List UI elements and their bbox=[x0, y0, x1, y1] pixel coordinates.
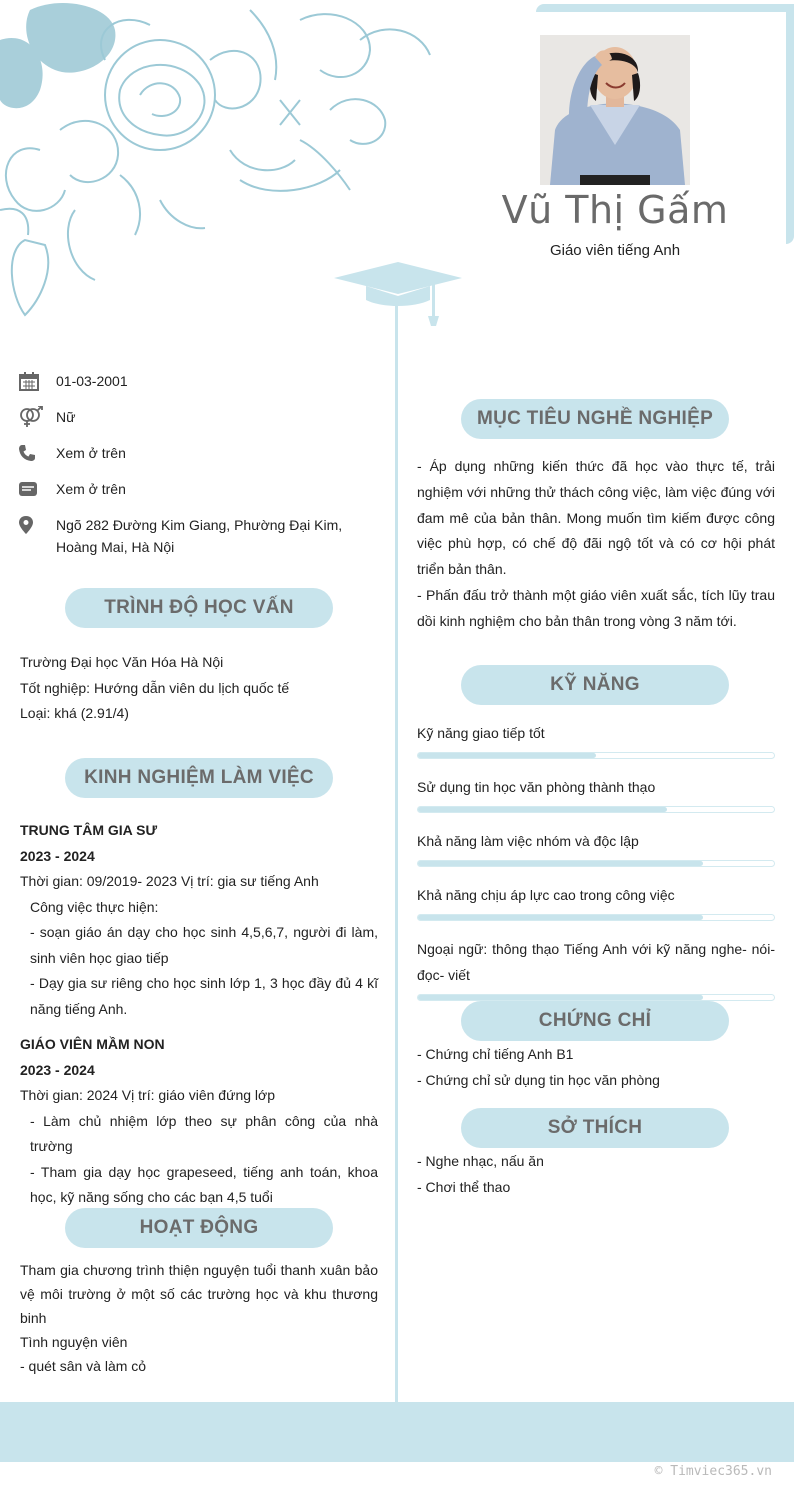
activities-heading: HOẠT ĐỘNG bbox=[65, 1208, 333, 1248]
skill-item bbox=[417, 774, 775, 813]
certificates-heading: CHỨNG CHỈ bbox=[461, 1001, 729, 1041]
experience-heading: KINH NGHIỆM LÀM VIỆC bbox=[65, 758, 333, 798]
experience-section bbox=[20, 818, 378, 1211]
skill-bar bbox=[417, 914, 775, 921]
job-entry bbox=[20, 1032, 378, 1211]
skill-bar bbox=[417, 994, 775, 1001]
job-company: TRUNG TÂM GIA SƯ bbox=[20, 822, 158, 838]
skill-bar-fill bbox=[418, 915, 703, 920]
skill-label: Khả năng làm việc nhóm và độc lập bbox=[417, 833, 639, 849]
candidate-name: Vũ Thị Gấm bbox=[501, 188, 729, 232]
address-line-1: Ngõ 282 Đường Kim Giang, Phường Đại Kim, bbox=[56, 517, 343, 533]
skill-bar bbox=[417, 860, 775, 867]
education-section bbox=[20, 650, 378, 727]
footer-credit: © Timviec365.vn bbox=[654, 1464, 772, 1479]
certificate-item: - Chứng chỉ tiếng Anh B1 bbox=[417, 1046, 574, 1062]
skill-label: Ngoại ngữ: thông thạo Tiếng Anh với kỹ năng nghe- nói- đọc- viết bbox=[417, 941, 775, 983]
email-icon bbox=[18, 478, 56, 500]
contact-address bbox=[18, 514, 378, 558]
skill-item bbox=[417, 882, 775, 921]
objective-paragraph: - Phấn đấu trở thành một giáo viên xuất sắc, tích lũy trau dồi kinh nghiệm cho bản thân trong vòng 3 năm tới. bbox=[417, 586, 775, 629]
certificates-section bbox=[417, 1042, 775, 1093]
job-duty: - Làm chủ nhiệm lớp theo sự phân công của nhà trường bbox=[30, 1112, 378, 1154]
skill-item bbox=[417, 828, 775, 867]
objective-paragraph: - Áp dụng những kiến thức đã học vào thực tế, trải nghiệm với những thử thách công việc, làm việc đúng với đam mê của bản thân. Mong muốn tìm kiếm được công việc phù hợp, có chế độ đãi ngộ tốt và có cơ hội phát triển bản thân. bbox=[417, 458, 775, 578]
hobby-item: - Nghe nhạc, nấu ăn bbox=[417, 1153, 544, 1169]
objective-heading: MỤC TIÊU NGHỀ NGHIỆP bbox=[461, 399, 729, 439]
address-line-2: Hoàng Mai, Hà Nội bbox=[56, 539, 175, 555]
gender-icon bbox=[18, 406, 56, 428]
hobby-item: - Chơi thể thao bbox=[417, 1178, 511, 1195]
skill-bar-fill bbox=[418, 995, 703, 1000]
profile-photo bbox=[540, 35, 690, 185]
birthday-value: 01-03-2001 bbox=[56, 373, 128, 389]
job-position: Thời gian: 09/2019- 2023 Vị trí: gia sư tiếng Anh bbox=[20, 873, 319, 889]
job-duty: - soạn giáo án dạy cho học sinh 4,5,6,7, người đi làm, sinh viên học giao tiếp bbox=[30, 924, 378, 966]
calendar-icon bbox=[18, 370, 56, 392]
address-value bbox=[56, 514, 378, 558]
hobbies-section bbox=[417, 1149, 775, 1200]
skill-item bbox=[417, 720, 775, 759]
skill-bar-fill bbox=[418, 753, 596, 758]
contact-phone bbox=[18, 442, 378, 464]
phone-value: Xem ở trên bbox=[56, 445, 126, 461]
job-duty: - Dạy gia sư riêng cho học sinh lớp 1, 3 học đầy đủ 4 kĩ năng tiếng Anh. bbox=[30, 975, 378, 1017]
education-school: Trường Đại học Văn Hóa Hà Nội bbox=[20, 654, 224, 670]
gender-value: Nữ bbox=[56, 409, 76, 425]
education-heading: TRÌNH ĐỘ HỌC VẤN bbox=[65, 588, 333, 628]
activity-task: - quét sân và làm cỏ bbox=[20, 1358, 147, 1374]
education-major: Tốt nghiệp: Hướng dẫn viên du lịch quốc tế bbox=[20, 679, 290, 696]
location-pin-icon bbox=[18, 514, 56, 536]
contact-info bbox=[18, 370, 378, 572]
job-duties-label: Công việc thực hiện: bbox=[30, 898, 159, 915]
contact-birthday bbox=[18, 370, 378, 392]
skill-label: Sử dụng tin học văn phòng thành thạo bbox=[417, 779, 656, 795]
job-title: Giáo viên tiếng Anh bbox=[549, 242, 681, 259]
footer-band bbox=[0, 1402, 794, 1462]
hobbies-heading: SỞ THÍCH bbox=[461, 1108, 729, 1148]
portrait-illustration bbox=[540, 35, 690, 185]
job-company: GIÁO VIÊN MẦM NON bbox=[20, 1036, 165, 1052]
contact-gender bbox=[18, 406, 378, 428]
skill-label: Khả năng chịu áp lực cao trong công việc bbox=[417, 887, 675, 903]
email-value: Xem ở trên bbox=[56, 481, 126, 497]
skill-bar bbox=[417, 806, 775, 813]
activity-description: Tham gia chương trình thiện nguyện tuổi thanh xuân bảo vệ môi trường ở một số các trường học và khu thương binh bbox=[20, 1262, 378, 1326]
job-position: Thời gian: 2024 Vị trí: giáo viên đứng lớp bbox=[20, 1087, 275, 1103]
skill-label: Kỹ năng giao tiếp tốt bbox=[417, 725, 545, 741]
contact-email bbox=[18, 478, 378, 500]
education-grade: Loại: khá (2.91/4) bbox=[20, 705, 129, 721]
activity-role: Tình nguyện viên bbox=[20, 1334, 128, 1350]
phone-icon bbox=[18, 442, 56, 464]
job-duty: - Tham gia dạy học grapeseed, tiếng anh toán, khoa học, kỹ năng sống cho các bạn 4,5 tuổi bbox=[30, 1163, 378, 1205]
frame-top-border bbox=[536, 4, 794, 12]
objective-section bbox=[417, 454, 775, 635]
skill-bar-fill bbox=[418, 861, 703, 866]
skill-item bbox=[417, 936, 775, 1001]
skill-bar bbox=[417, 752, 775, 759]
job-period: 2023 - 2024 bbox=[20, 847, 95, 864]
certificate-item: - Chứng chỉ sử dụng tin học văn phòng bbox=[417, 1071, 660, 1088]
skills-section bbox=[417, 720, 775, 1016]
skill-bar-fill bbox=[418, 807, 667, 812]
job-period: 2023 - 2024 bbox=[20, 1061, 95, 1078]
activities-section bbox=[20, 1258, 378, 1378]
center-divider bbox=[395, 300, 398, 1402]
job-entry bbox=[20, 818, 378, 1022]
skills-heading: KỸ NĂNG bbox=[461, 665, 729, 705]
graduation-cap-icon bbox=[332, 258, 464, 330]
